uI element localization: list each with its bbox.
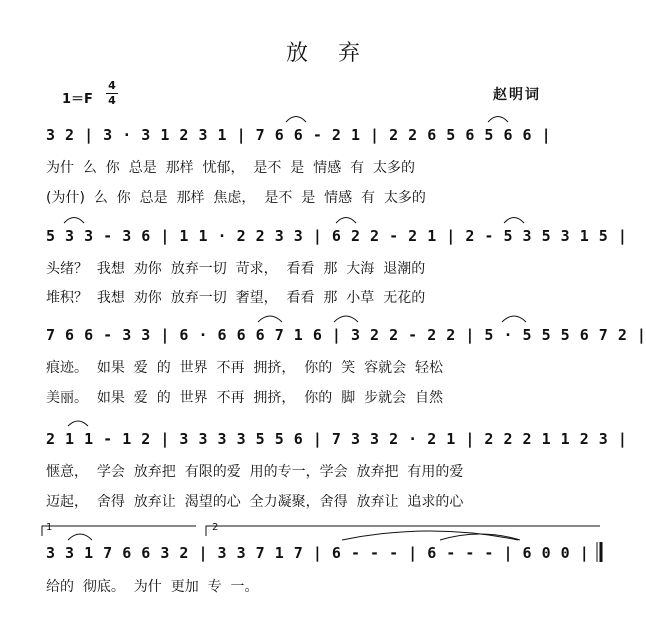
volta-first-label: 1: [46, 522, 53, 533]
slur: [286, 117, 306, 123]
notation-row-4: 2 1 1 - 1 2 | 3 3 3 3 5 5 6 | 7 3 3 2 · 2 1 | 2 2 2 1 1 2 3 |: [46, 430, 628, 448]
slur: [68, 421, 88, 426]
lyricist: 赵明词: [493, 87, 541, 103]
slur: [502, 316, 526, 322]
volta-second-bracket: [206, 526, 600, 536]
key-signature: 1＝F: [62, 92, 93, 107]
slur: [334, 316, 358, 322]
song-title: 放弃: [285, 41, 390, 66]
lyric-row-1-verse-2: (为什) 么 你 总是 那样 焦虑， 是不 是 情感 有 太多的: [46, 190, 426, 206]
slur: [504, 218, 524, 224]
lyric-row-2-verse-1: 头绪？ 我想 劝你 放弃一切 苛求， 看看 那 大海 退潮的: [46, 261, 426, 277]
time-bottom: 4: [108, 94, 116, 107]
slur: [64, 218, 84, 224]
slur: [336, 218, 356, 224]
tie: [342, 531, 518, 540]
time-top: 4: [108, 79, 116, 92]
lyric-row-2-verse-2: 堆积？ 我想 劝你 放弃一切 奢望， 看看 那 小草 无花的: [46, 290, 426, 306]
notation-row-1: 3 2 | 3 · 3 1 2 3 1 | 7 6 6 - 2 1 | 2 2 6 5 6 5 6 6 |: [46, 126, 552, 144]
lyric-row-4-verse-2: 迈起， 舍得 放弃让 渴望的心 全力凝聚，舍得 放弃让 追求的心: [46, 494, 464, 510]
lyric-row-1-verse-1: 为什 么 你 总是 那样 忧郁， 是不 是 情感 有 太多的: [46, 160, 416, 176]
lyric-row-3-verse-1: 痕迹。 如果 爱 的 世界 不再 拥挤， 你的 笑 容就会 轻松: [46, 360, 444, 376]
slur: [258, 316, 282, 322]
lyric-row-4-verse-1: 惬意， 学会 放弃把 有限的爱 用的专一，学会 放弃把 有用的爱: [46, 464, 464, 480]
lyric-row-5-verse-1: 给的 彻底。 为什 更加 专 一。: [46, 579, 259, 595]
notation-row-5: 3 3 1 7 6 6 3 2 | 3 3 7 1 7 | 6 - - - | 6 - - - | 6 0 0 |: [46, 544, 590, 562]
volta-second-label: 2: [212, 522, 219, 533]
slur: [68, 534, 92, 540]
notation-row-2: 5 3 3 - 3 6 | 1 1 · 2 2 3 3 | 6 2 2 - 2 1 | 2 - 5 3 5 3 1 5 |: [46, 227, 628, 245]
tie: [440, 534, 520, 540]
volta-first-bracket: [42, 526, 196, 536]
notation-row-3: 7 6 6 - 3 3 | 6 · 6 6 6 7 1 6 | 3 2 2 - 2 2 | 5 · 5 5 5 6 7 2 |: [46, 326, 646, 344]
slur: [488, 117, 508, 123]
lyric-row-3-verse-2: 美丽。 如果 爱 的 世界 不再 拥挤， 你的 脚 步就会 自然: [46, 390, 444, 406]
